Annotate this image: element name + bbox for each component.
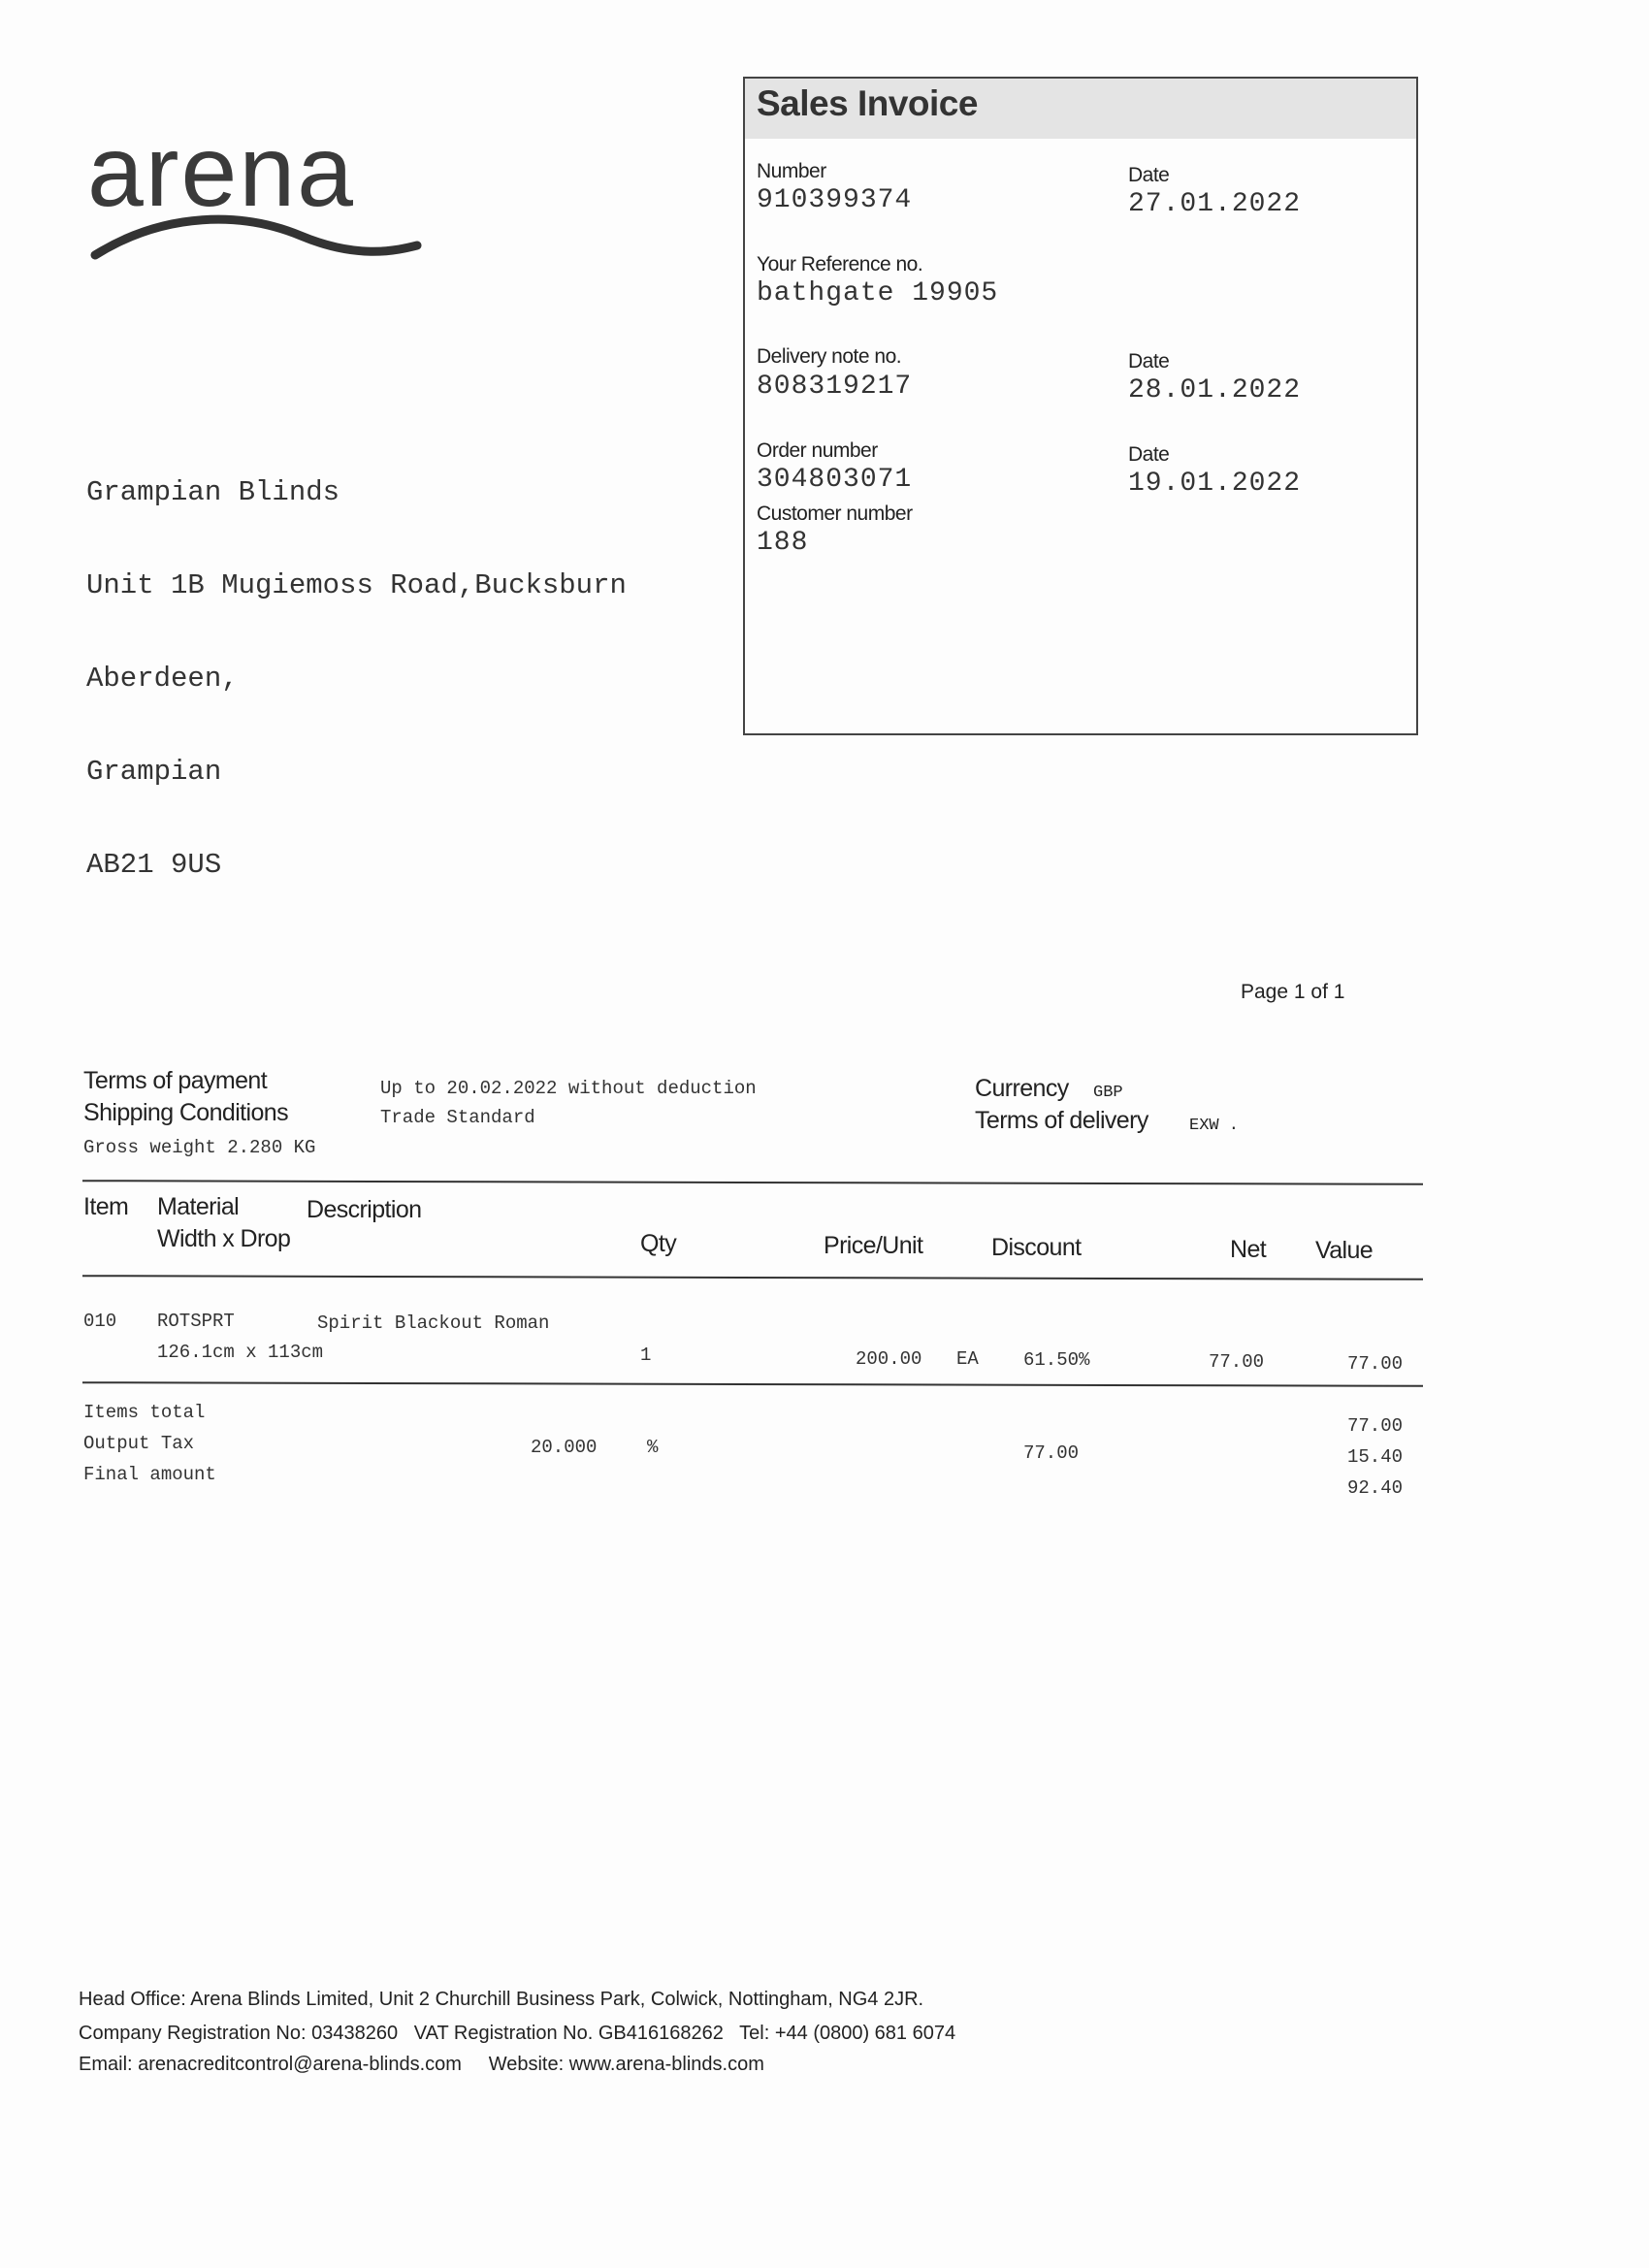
- final-amount: 92.40: [1347, 1477, 1404, 1499]
- date-label: Date: [1128, 164, 1170, 186]
- divider: [82, 1180, 1423, 1185]
- row-discount: 61.50%: [1023, 1349, 1090, 1371]
- logo-wave-icon: [87, 211, 427, 270]
- row-unit: EA: [956, 1348, 979, 1370]
- delivery-date-label: Date: [1128, 350, 1170, 373]
- shipping-conditions-label: Shipping Conditions: [83, 1099, 288, 1126]
- currency-label: Currency: [975, 1075, 1069, 1102]
- address-line: Unit 1B Mugiemoss Road,Bucksburn: [86, 569, 627, 601]
- delivery-note: 808319217: [757, 372, 913, 402]
- logo-text: arena: [87, 115, 355, 228]
- order-number: 304803071: [757, 465, 913, 495]
- header-qty: Qty: [640, 1230, 677, 1257]
- row-size: 126.1cm x 113cm: [157, 1342, 324, 1363]
- terms-of-delivery: EXW .: [1189, 1117, 1240, 1135]
- final-amount-label: Final amount: [83, 1464, 216, 1485]
- delivery-note-label: Delivery note no.: [757, 345, 902, 368]
- footer-registration: Company Registration No: 03438260 VAT Registration No. GB416168262 Tel: +44 (0800) 681 6074: [79, 2023, 956, 2044]
- header-discount: Discount: [991, 1234, 1082, 1261]
- footer-head-office: Head Office: Arena Blinds Limited, Unit 2 Churchill Business Park, Colwick, Nottingham, NG4 2JR.: [79, 1989, 924, 2010]
- row-value: 77.00: [1347, 1353, 1404, 1375]
- output-tax: 15.40: [1347, 1446, 1404, 1468]
- recipient-address: [86, 415, 627, 912]
- divider: [82, 1275, 1423, 1280]
- row-price: 200.00: [856, 1348, 922, 1370]
- terms-of-payment: Up to 20.02.2022 without deduction: [380, 1078, 757, 1099]
- invoice-title: Sales Invoice: [757, 83, 978, 123]
- header-price-unit: Price/Unit: [824, 1232, 923, 1259]
- order-date: 19.01.2022: [1128, 469, 1302, 499]
- customer-number: 188: [757, 528, 809, 558]
- header-value: Value: [1315, 1237, 1374, 1264]
- invoice-details-box: [743, 77, 1418, 735]
- address-line: Grampian: [86, 756, 222, 788]
- divider: [82, 1381, 1423, 1387]
- row-item: 010: [83, 1311, 117, 1332]
- order-date-label: Date: [1128, 443, 1170, 466]
- currency: GBP: [1093, 1084, 1123, 1102]
- delivery-date: 28.01.2022: [1128, 375, 1302, 405]
- tax-percent-sign: %: [647, 1437, 659, 1458]
- header-material: Material: [157, 1193, 240, 1220]
- items-total: 77.00: [1347, 1415, 1404, 1437]
- order-number-label: Order number: [757, 439, 878, 462]
- terms-of-payment-label: Terms of payment: [83, 1067, 268, 1094]
- items-total-label: Items total: [83, 1402, 206, 1423]
- invoice-date: 27.01.2022: [1128, 189, 1302, 219]
- shipping-conditions: Trade Standard: [380, 1107, 535, 1128]
- row-material: ROTSPRT: [157, 1311, 235, 1332]
- footer-contact: Email: arenacreditcontrol@arena-blinds.com Website: www.arena-blinds.com: [79, 2054, 764, 2075]
- reference-label: Your Reference no.: [757, 253, 923, 275]
- arena-logo: [87, 114, 427, 270]
- header-net: Net: [1230, 1236, 1267, 1263]
- page-indicator: Page 1 of 1: [1241, 981, 1345, 1003]
- customer-number-label: Customer number: [757, 502, 913, 525]
- address-line: AB21 9US: [86, 849, 222, 881]
- header-width-drop: Width x Drop: [157, 1225, 291, 1252]
- row-qty: 1: [640, 1345, 652, 1366]
- tax-base: 77.00: [1023, 1442, 1080, 1464]
- address-line: Grampian Blinds: [86, 476, 340, 508]
- number-label: Number: [757, 160, 826, 182]
- header-description: Description: [307, 1196, 422, 1223]
- tax-rate: 20.000: [531, 1437, 598, 1458]
- reference: bathgate 19905: [757, 278, 999, 308]
- output-tax-label: Output Tax: [83, 1433, 195, 1454]
- row-description: Spirit Blackout Roman: [317, 1312, 550, 1334]
- terms-of-delivery-label: Terms of delivery: [975, 1107, 1148, 1134]
- address-line: Aberdeen,: [86, 663, 239, 695]
- gross-weight: Gross weight 2.280 KG: [83, 1137, 316, 1158]
- header-item: Item: [83, 1193, 129, 1220]
- invoice-number: 910399374: [757, 185, 913, 215]
- row-net: 77.00: [1209, 1351, 1265, 1373]
